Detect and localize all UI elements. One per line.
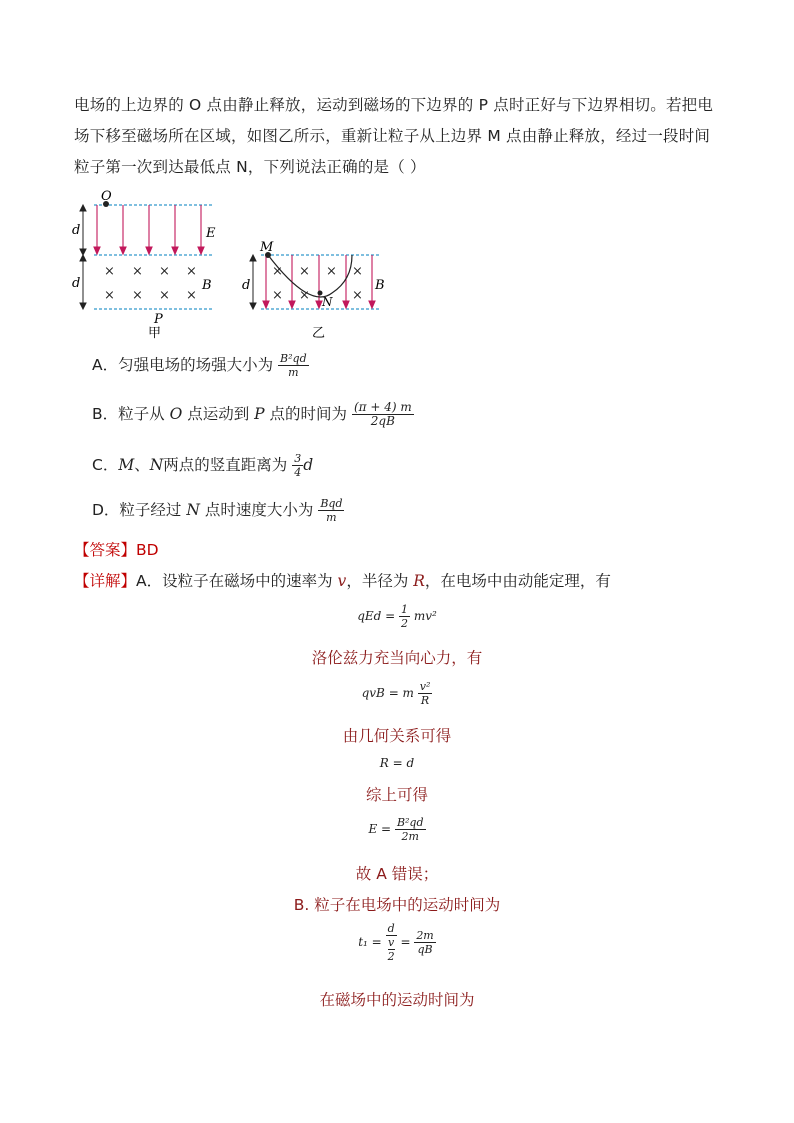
answer-label: 【答案】 <box>74 541 137 559</box>
label-B-left: B <box>202 278 212 293</box>
svg-text:×: × <box>132 288 143 303</box>
detail-text-geometry: 由几何关系可得 <box>342 727 452 745</box>
left-dimension-arrows <box>80 205 86 309</box>
option-B: B．粒子从 O 点运动到 P 点的时间为 $\frac{(\pi + 4) m}{2qB}$ <box>92 400 412 428</box>
label-N: N <box>322 295 333 309</box>
label-E: E <box>206 226 216 241</box>
equation-2: qvB = m $\frac{\text{v²}}{R}$ <box>361 680 431 707</box>
detail-text-combine: 综上可得 <box>365 786 428 804</box>
detail-intro: 【详解】A．设粒子在磁场中的速率为 v，半径为 R，在电场中由动能定理，有 <box>74 572 611 590</box>
svg-text:×: × <box>104 288 115 303</box>
question-line-2: 场下移至磁场所在区域，如图乙所示，重新让粒子从上边界 M 点由静止释放，经过一段时间 <box>74 127 711 145</box>
option-C-fraction: $\frac{3}{4}$ <box>294 452 302 479</box>
detail-text-b-intro: B. 粒子在电场中的运动时间为 <box>293 896 501 914</box>
option-A: A．匀强电场的场强大小为 $\frac{\text{B²qd}}{m}$ <box>92 352 307 379</box>
detail-text-lorentz: 洛伦兹力充当向心力，有 <box>311 649 483 667</box>
svg-text:×: × <box>299 288 310 303</box>
svg-text:×: × <box>272 264 283 279</box>
label-d-bottom: d <box>72 276 81 291</box>
svg-text:×: × <box>186 264 197 279</box>
label-d-right: d <box>242 278 251 293</box>
equation-1: qEd = $\frac{1}{2}$ mv² <box>357 603 437 630</box>
equation-3: R = d <box>379 756 415 770</box>
option-D-fraction: $\frac{\text{Bqd}}{m}$ <box>320 497 343 524</box>
svg-text:×: × <box>352 288 363 303</box>
label-M: M <box>260 240 274 255</box>
caption-yi: 乙 <box>312 326 326 341</box>
svg-text:×: × <box>159 264 170 279</box>
option-D: D．粒子经过 N 点时速度大小为 $\frac{\text{Bqd}}{m}$ <box>92 497 343 524</box>
answer-value: BD <box>136 541 159 559</box>
label-d-top: d <box>72 223 81 238</box>
option-B-fraction: $\frac{(\pi + 4) m}{2qB}$ <box>353 400 412 428</box>
equation-5: t₁ = d v 2 = $\frac{2m}{qB}$ <box>358 922 434 963</box>
svg-text:×: × <box>299 264 310 279</box>
option-C: C．M、N两点的竖直距离为 $\frac{3}{4}$ d <box>92 452 314 479</box>
detail-label: 【详解】 <box>74 572 137 590</box>
svg-text:×: × <box>352 264 363 279</box>
svg-text:×: × <box>159 288 170 303</box>
left-magnetic-crosses <box>104 264 197 303</box>
left-electric-field-lines <box>94 205 204 254</box>
label-P: P <box>154 312 163 327</box>
question-line-3: 粒子第一次到达最低点 N，下列说法正确的是（ ） <box>74 158 426 176</box>
label-B-right: B <box>375 278 385 293</box>
detail-text-a-wrong: 故 A 错误； <box>355 865 439 883</box>
svg-text:×: × <box>326 264 337 279</box>
question-text <box>74 90 724 183</box>
svg-text:×: × <box>272 288 283 303</box>
question-line-1: 电场的上边界的 O 点由静止释放，运动到磁场的下边界的 P 点时正好与下边界相切。若把电 <box>74 96 714 114</box>
svg-text:×: × <box>186 288 197 303</box>
svg-text:×: × <box>132 264 143 279</box>
svg-text:×: × <box>104 264 115 279</box>
option-A-fraction: $\frac{\text{B²qd}}{m}$ <box>280 352 307 379</box>
label-O: O <box>101 189 112 204</box>
equation-4: E = $\frac{\text{B²qd}}{2m}$ <box>368 816 424 843</box>
right-dimension-arrow <box>250 255 256 309</box>
answer-line <box>74 538 159 560</box>
figure-diagram <box>70 185 400 345</box>
caption-jia: 甲 <box>148 326 162 341</box>
detail-text-magnetic-time: 在磁场中的运动时间为 <box>319 991 475 1009</box>
